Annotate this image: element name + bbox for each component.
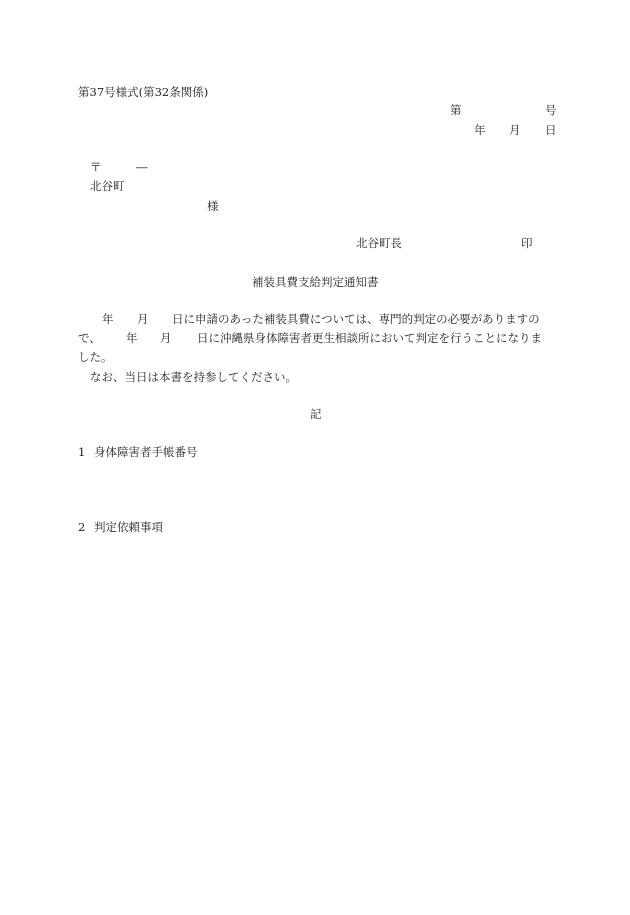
item-1-label: 身体障害者手帳番号 bbox=[94, 445, 198, 459]
body-line4: なお、当日は本書を持参してください。 bbox=[90, 370, 297, 384]
date-year-label: 年 bbox=[474, 123, 486, 137]
form-label: 第37号様式(第32条関係) bbox=[78, 85, 209, 99]
document-title: 補装具費支給判定通知書 bbox=[252, 275, 379, 289]
body-line3: した。 bbox=[78, 350, 113, 364]
postal-mark: 〒 bbox=[90, 160, 102, 174]
body-line2-text: 日に沖縄県身体障害者更生相談所において判定を行うことになりま bbox=[197, 331, 542, 345]
item-2-label: 判定依頼事項 bbox=[94, 520, 163, 534]
recipient-town: 北谷町 bbox=[90, 179, 125, 193]
date-day-label: 日 bbox=[545, 123, 557, 137]
seal-mark: 印 bbox=[521, 236, 533, 250]
recipient-honorific: 様 bbox=[207, 199, 219, 213]
note-heading: 記 bbox=[310, 407, 322, 421]
item-1-number: 1 bbox=[78, 445, 86, 459]
body-line1-text: 日に申請のあった補装具費については、専門的判定の必要がありますの bbox=[172, 312, 540, 326]
body-line1-month: 月 bbox=[137, 312, 149, 326]
body-line2-month: 月 bbox=[160, 331, 172, 345]
doc-number-suffix: 号 bbox=[545, 103, 557, 117]
body-line2-lead: で、 bbox=[78, 331, 101, 345]
doc-number-prefix: 第 bbox=[450, 103, 462, 117]
date-month-label: 月 bbox=[509, 123, 521, 137]
body-line1-year: 年 bbox=[102, 312, 114, 326]
item-2-number: 2 bbox=[78, 520, 86, 534]
postal-dash: ― bbox=[136, 160, 148, 174]
sender-title: 北谷町長 bbox=[356, 236, 402, 250]
body-line2-year: 年 bbox=[126, 331, 138, 345]
